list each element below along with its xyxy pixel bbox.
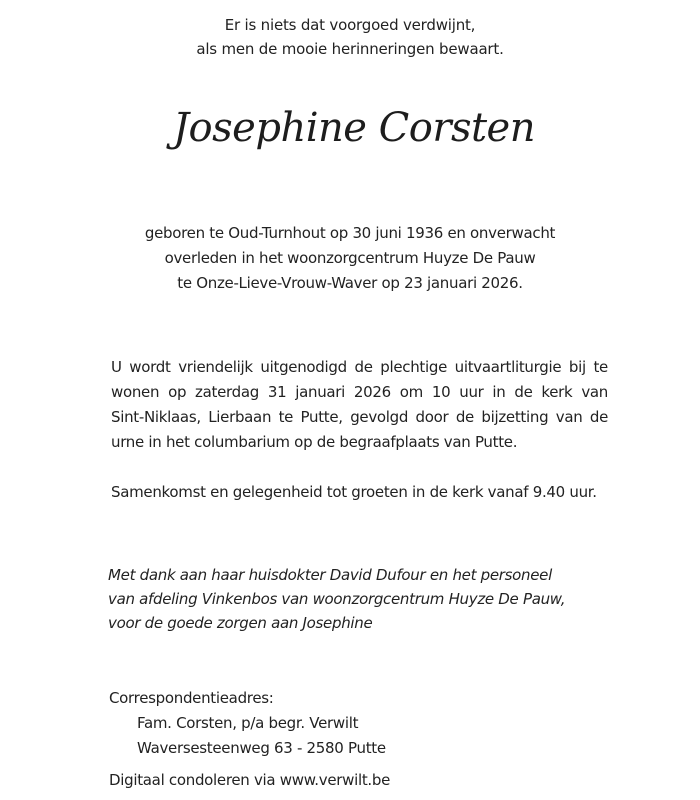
meeting-info: Samenkomst en gelegenheid tot groeten in de kerk vanaf 9.40 uur. [111, 483, 597, 501]
invitation-line-1: U wordt vriendelijk uitgenodigd de plechtige uitvaartliturgie bij te [111, 358, 608, 376]
birth-death-details [0, 221, 700, 296]
invitation-line-2: wonen op zaterdag 31 januari 2026 om 10 uur in de kerk van [111, 383, 608, 401]
online-condolence: Digitaal condoleren via www.verwilt.be [109, 771, 391, 789]
correspondence-address [137, 711, 386, 761]
deceased-name: Josephine Corsten [173, 105, 535, 151]
funeral-invitation [111, 355, 608, 455]
thanks-line-2: van afdeling Vinkenbos van woonzorgcentrum Huyze De Pauw, [108, 590, 566, 608]
invitation-line-4: urne in het columbarium op de begraafplaats van Putte. [111, 433, 518, 451]
address-line-1: Fam. Corsten, p/a begr. Verwilt [137, 714, 359, 732]
thanks-line-3: voor de goede zorgen aan Josephine [108, 614, 373, 632]
birth-line-3: te Onze-Lieve-Vrouw-Waver op 23 januari 2026. [177, 274, 523, 292]
address-line-2: Waversesteenweg 63 - 2580 Putte [137, 739, 386, 757]
memorial-quote [0, 13, 700, 61]
birth-line-1: geboren te Oud-Turnhout op 30 juni 1936 en onverwacht [144, 224, 556, 242]
quote-line-1: Er is niets dat voorgoed verdwijnt, [224, 16, 476, 34]
thanks-line-1: Met dank aan haar huisdokter David Dufour en het personeel [108, 566, 552, 584]
invitation-line-3: Sint-Niklaas, Lierbaan te Putte, gevolgd door de bijzetting van de [111, 408, 608, 426]
quote-line-2: als men de mooie herinneringen bewaart. [196, 40, 504, 58]
correspondence-label: Correspondentieadres: [109, 689, 274, 707]
thanks-note [108, 563, 565, 635]
birth-line-2: overleden in het woonzorgcentrum Huyze De Pauw [164, 249, 536, 267]
